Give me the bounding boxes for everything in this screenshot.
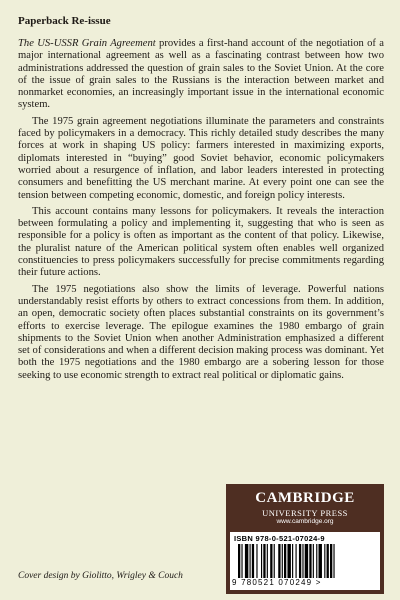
barcode-icon — [238, 544, 374, 578]
cover-design-credit: Cover design by Giolitto, Wrigley & Couch — [18, 571, 183, 581]
blurb-paragraph-4: The 1975 negotiations also show the limits of leverage. Powerful nations understandably resist efforts by others to extract concessions from them. In addition, an open, democratic society often places substantial constraints on its government’s efforts to exercise leverage. The epilogue examines the 1980 embargo of grain shipments to the Soviet Union when another Administration emphasized a different set of considerations and when a different decision making process was dominant. Yet both the 1975 negotiations and the 1980 embargo are a sobering lesson for those seeking to use economic strength to extract real political or diplomatic gains. — [18, 283, 384, 381]
blurb-paragraph-2: The 1975 grain agreement negotiations illuminate the parameters and constraints faced by policymakers in a democracy. This richly detailed study describes the many forces at work in shaping US policy: farmers interested in maximizing exports, diplomats interested in “buying” good Soviet behavior, economic policymakers worried about a resurgence of inflation, and labor leaders interested in protecting consumers and benefitting the US merchant marine. At every point one can see the tension between competing economic, domestic, and foreign policy interests. — [18, 115, 384, 201]
isbn-label: ISBN 978-0-521-07024-9 — [234, 534, 325, 543]
blurb-paragraph-3: This account contains many lessons for policymakers. It reveals the interaction between formulating a policy and implementing it, suggesting that who is seen as responsible for a policy is often as important as the content of that policy. Likewise, the pluralist nature of the American political system often enables well organized constituencies to press policymakers successfully for precise commitments regarding their future actions. — [18, 205, 384, 279]
publisher-subtitle: UNIVERSITY PRESS — [262, 508, 348, 518]
book-title: The US-USSR Grain Agreement — [18, 38, 156, 49]
blurb-paragraph-1-text: provides a first-hand account of the negotiation of a major international agreement as well as a fascinating contrast between how two administrations addressed the question of grain sales to the Soviet Union. At the core of the issue of grain sales to the Russians is the interaction between market and nonmarket economies, an increasingly important issue in the international economic system. — [18, 38, 384, 111]
isbn-panel — [230, 532, 380, 590]
barcode-digits: 9 780521 070249 > — [232, 578, 322, 587]
blurb-text — [18, 38, 384, 386]
reissue-label: Paperback Re-issue — [18, 15, 111, 27]
publisher-url: www.cambridge.org — [276, 518, 334, 525]
publisher-name: CAMBRIDGE — [255, 490, 355, 506]
blurb-paragraph-1 — [18, 38, 384, 112]
publisher-logo-box — [226, 484, 384, 594]
